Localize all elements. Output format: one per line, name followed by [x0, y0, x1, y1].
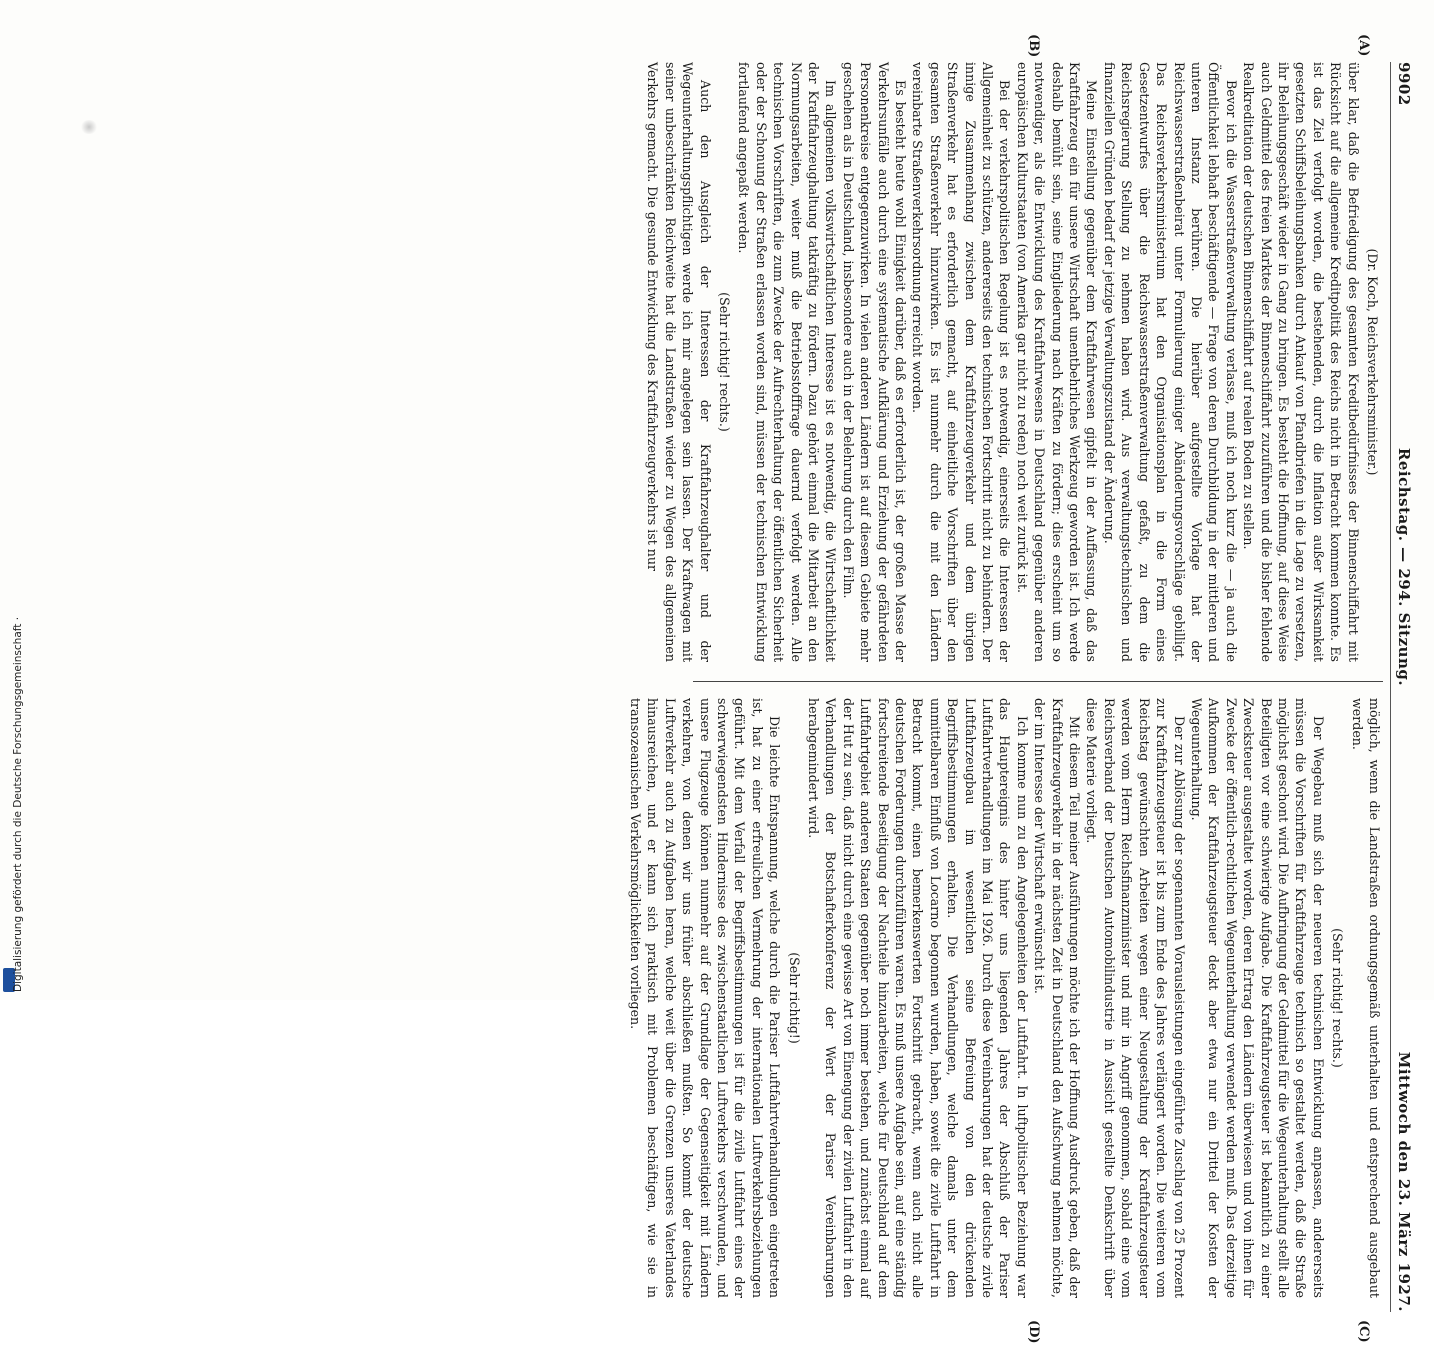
paragraph: Es besteht heute wohl Einigkeit darüber, daß es erforderlich ist, der großen Masse der Verkehrsunfälle auch durch eine systematische Aufklärung und Erziehung der gefährdeten Personenkreise entgegenzuwirken. In vielen anderen Ländern ist auf diesem Gebiete mehr geschehen als in Deutschland, insbesondere auch in der Belehrung durch den Film.	[840, 62, 909, 662]
column-divider	[693, 681, 1383, 682]
paragraph: Im allgemeinen volkswirtschaftlichen Interesse ist es notwendig, die Wirtschaftlichkeit der Kraftfahrzeughaltung tatkräftig zu fördern. Dazu gehört einmal die Mitarbeit an den Normungsarbeiten, weiter muß die Betriebsstofffrage dauernd verfolgt werden. Alle technischen Vorschriften, die zum Zwecke der Aufrechterhaltung der öffentlichen Sicherheit oder der Schonung der Straßen erlassen worden sind, müssen der technischen Entwicklung fortlaufend angepaßt werden.	[736, 62, 839, 662]
paragraph: Der Wegebau muß sich der neueren technischen Entwicklung anpassen, andererseits müssen die Vorschriften für Kraftfahrzeuge technisch so gestaltet werden, daß die Straße möglichst geschont wird. Die Aufbringung der Geldmittel für die Wegeunterhaltung stellt alle Beteiligten vor eine schwierige Aufgabe. Die Kraftfahrzeugsteuer ist bekanntlich zu einer Zwecksteuer ausgestaltet worden, deren Ertrag den Ländern überwiesen und von ihnen für Zwecke der öffentlich-rechtlichen Wegeunterhaltung verwendet werden muß. Das derzeitige Aufkommen der Kraftfahrzeugsteuer deckt aber etwa nur ein Drittel der Kosten der Wegeunterhaltung.	[1188, 698, 1326, 1298]
paragraph: Mit diesem Teil meiner Ausführungen möchte ich der Hoffnung Ausdruck geben, daß der Kraftfahrzeugverkehr in der nächsten Zeit in Deutschland den Aufschwung nehmen möchte, der im Interesse der Wirtschaft erwünscht ist.	[1032, 698, 1083, 1298]
printed-sheet	[117, 34, 1417, 1344]
margin-mark-a: (A)	[1356, 34, 1371, 57]
session-date: Mittwoch den 23. März 1927.	[1395, 1051, 1413, 1312]
margin-mark-d: (D)	[1026, 1320, 1041, 1344]
digitization-note: Digitalisierung gefördert durch die Deutsche Forschungsgemeinschaft ·	[12, 616, 24, 992]
margin-mark-b: (B)	[1026, 34, 1041, 58]
paragraph: Bei der verkehrspolitischen Regelung ist es notwendig, einerseits die Interessen der Allgemeinheit zu schützen, andererseits den technischen Fortschritt nicht zu behindern. Der innige Zusammenhang zwischen dem Kraftfahrzeugverkehr und dem übrigen Straßenverkehr hat es erforderlich gemacht, auf einheitliche Vorschriften über den gesamten Straßenverkehr hinzuwirken. Es ist nunmehr durch die mit den Ländern vereinbarte Straßenverkehrsordnung erreicht worden.	[910, 62, 1013, 662]
paragraph: Die leichte Entspannung, welche durch die Pariser Luftfahrtverhandlungen eingetreten ist, hat zu einer erfreulichen Vermehrung der internationalen Luftverkehrsbeziehungen geführt. Mit dem Verfall der Begriffsbestimmungen ist für die zivile Luftfahrt eines der schwerwiegendsten Hindernisse des zwischenstaatlichen Luftverkehrs verschwunden, und unsere Flugzeuge können nunmehr auf der Grundlage der Gegenseitigkeit mit Ländern verkehren, von denen wir uns früher abschließen mußten. So kommt der deutsche Luftverkehr auch zu Aufgaben heran, welche weit über die Grenzen unseres Vaterlandes hinausreichen, und er kann sich praktisch mit Problemen beschäftigen, wie sie in transozeanischen Verkehrsmöglichkeiten vorliegen.	[627, 698, 783, 1298]
interjection: (Sehr richtig! rechts.)	[1330, 928, 1346, 1068]
scan-speck	[80, 120, 98, 134]
paragraph: Meine Einstellung gegenüber dem Kraftfahrwesen gipfelt in der Auffassung, daß das Kraftfahrzeug ein für unsere Wirtschaft unentbehrliches Werkzeug geworden ist. Ich werde deshalb bemüht sein, seine Eingliederung nach Kräften zu fördern; dies erscheint um so notwendiger, als die Entwicklung des Kraftfahrwesens in Deutschland gegenüber anderen europäischen Kulturstaaten (von Amerika gar nicht zu reden) noch weit zurück ist.	[1014, 62, 1100, 662]
paragraph: über klar, daß die Befriedigung des gesamten Kreditbedürfnisses der Binnenschiffahrt mit Rücksicht auf die allgemeine Kreditpolitik des Reichs nicht in Betracht kommen konnte. Es ist das Ziel verfolgt worden, die bestehenden, durch die Inflation außer Wirksamkeit gesetzten Schiffsbeleihungsbanken durch Ankauf von Pfandbriefen in die Lage zu versetzen, ihr Beleihungsgeschäft wieder in Gang zu bringen. Es besteht die Hoffnung, auf diese Weise auch Geldmittel des freien Marktes der Binnenschiffahrt zuzuführen und die bisher fehlende Realkreditation der deutschen Binnenschiffahrt auf realen Boden zu stellen.	[1241, 62, 1361, 662]
right-column	[627, 698, 1383, 1298]
rotated-content	[117, 34, 1417, 1344]
margin-mark-c: (C)	[1356, 1320, 1371, 1343]
left-column	[645, 62, 1383, 662]
interjection: (Sehr richtig! rechts.)	[716, 292, 732, 432]
paragraph: Auch den Ausgleich der Interessen der Kraftfahrzeughalter und der Wegeunterhaltungspflichtigen werde ich mir angelegen sein lassen. Der Kraftwagen mit seiner unbeschränkten Reichweite hat die Landstraßen wieder zu Wegen des allgemeinen Verkehrs gemacht. Die gesunde Entwicklung des Kraftfahrzeugverkehrs ist nur	[645, 62, 713, 662]
speaker-line: (Dr. Koch, Reichsverkehrsminister.)	[1365, 248, 1380, 476]
paragraph: Der zur Ablösung der sogenannten Vorausleistungen eingeführte Zuschlag von 25 Prozent zur Kraftfahrzeugsteuer ist bis zum Ende des Jahres verlängert worden. Die weiteren vom Reichstag gewünschten Arbeiten wegen einer Neugestaltung der Kraftfahrzeugsteuer werden vom Herrn Reichsfinanzminister und mir in Angriff genommen, sobald eine vom Reichsverband der Deutschen Automobilindustrie in Aussicht gestellte Denkschrift über diese Materie vorliegt.	[1084, 698, 1187, 1298]
interjection: (Sehr richtig!)	[786, 952, 802, 1044]
paragraph: möglich, wenn die Landstraßen ordnungsgemäß unterhalten und entsprechend ausgebaut werden.	[1349, 698, 1382, 1298]
page-header	[1390, 62, 1417, 1312]
paragraph: Bevor ich die Wasserstraßenverwaltung verlasse, muß ich noch kurz die — ja auch die Öffentlichkeit lebhaft beschäftigende — Frage von deren Durchbildung in der mittleren und unteren Instanz berühren. Die hierüber aufgestellte Vorlage hat der Reichswasserstraßenbeirat unter Formulierung einiger Abänderungsvorschläge gebilligt. Das Reichsverkehrsministerium hat den Organisationsplan in die Form eines Gesetzentwurfes über die Reichswasserstraßenverwaltung gefaßt, zu dem die Reichsregierung Stellung zu nehmen haben wird. Aus verwaltungstechnischen und finanziellen Gründen bedarf der jetzige Verwaltungszustand der Änderung.	[1101, 62, 1239, 662]
paragraph: Ich komme nun zu den Angelegenheiten der Luftfahrt. In luftpolitischer Beziehung war das Hauptereignis des hinter uns liegenden Jahres der Abschluß der Pariser Luftfahrtverhandlungen im Mai 1926. Durch diese Vereinbarungen hat der deutsche zivile Luftfahrzeugbau im wesentlichen seine Befreiung von den drückenden Begriffsbestimmungen erhalten. Die Verhandlungen, welche damals unter dem unmittelbaren Einfluß von Locarno begonnen wurden, haben, soweit die zivile Luftfahrt in Betracht kommt, einen bemerkenswerten Fortschritt gebracht, wenn auch nicht alle deutschen Forderungen durchzuführen waren. Es muß unsere Aufgabe sein, auf eine ständig fortschreitende Beseitigung der Nachteile hinzuarbeiten, welche für Deutschland auf dem Luftfahrtgebiet anderen Staaten gegenüber noch immer bestehen, und zunächst einmal auf der Hut zu sein, daß nicht durch eine gewisse Art von Einengung der zivilen Luftfahrt in den Verhandlungen der Botschafterkonferenz der Wert der Pariser Vereinbarungen herabgemindert wird.	[806, 698, 1030, 1298]
session-title: Reichstag. — 294. Sitzung.	[1395, 447, 1413, 687]
page-number: 9902	[1395, 62, 1413, 106]
